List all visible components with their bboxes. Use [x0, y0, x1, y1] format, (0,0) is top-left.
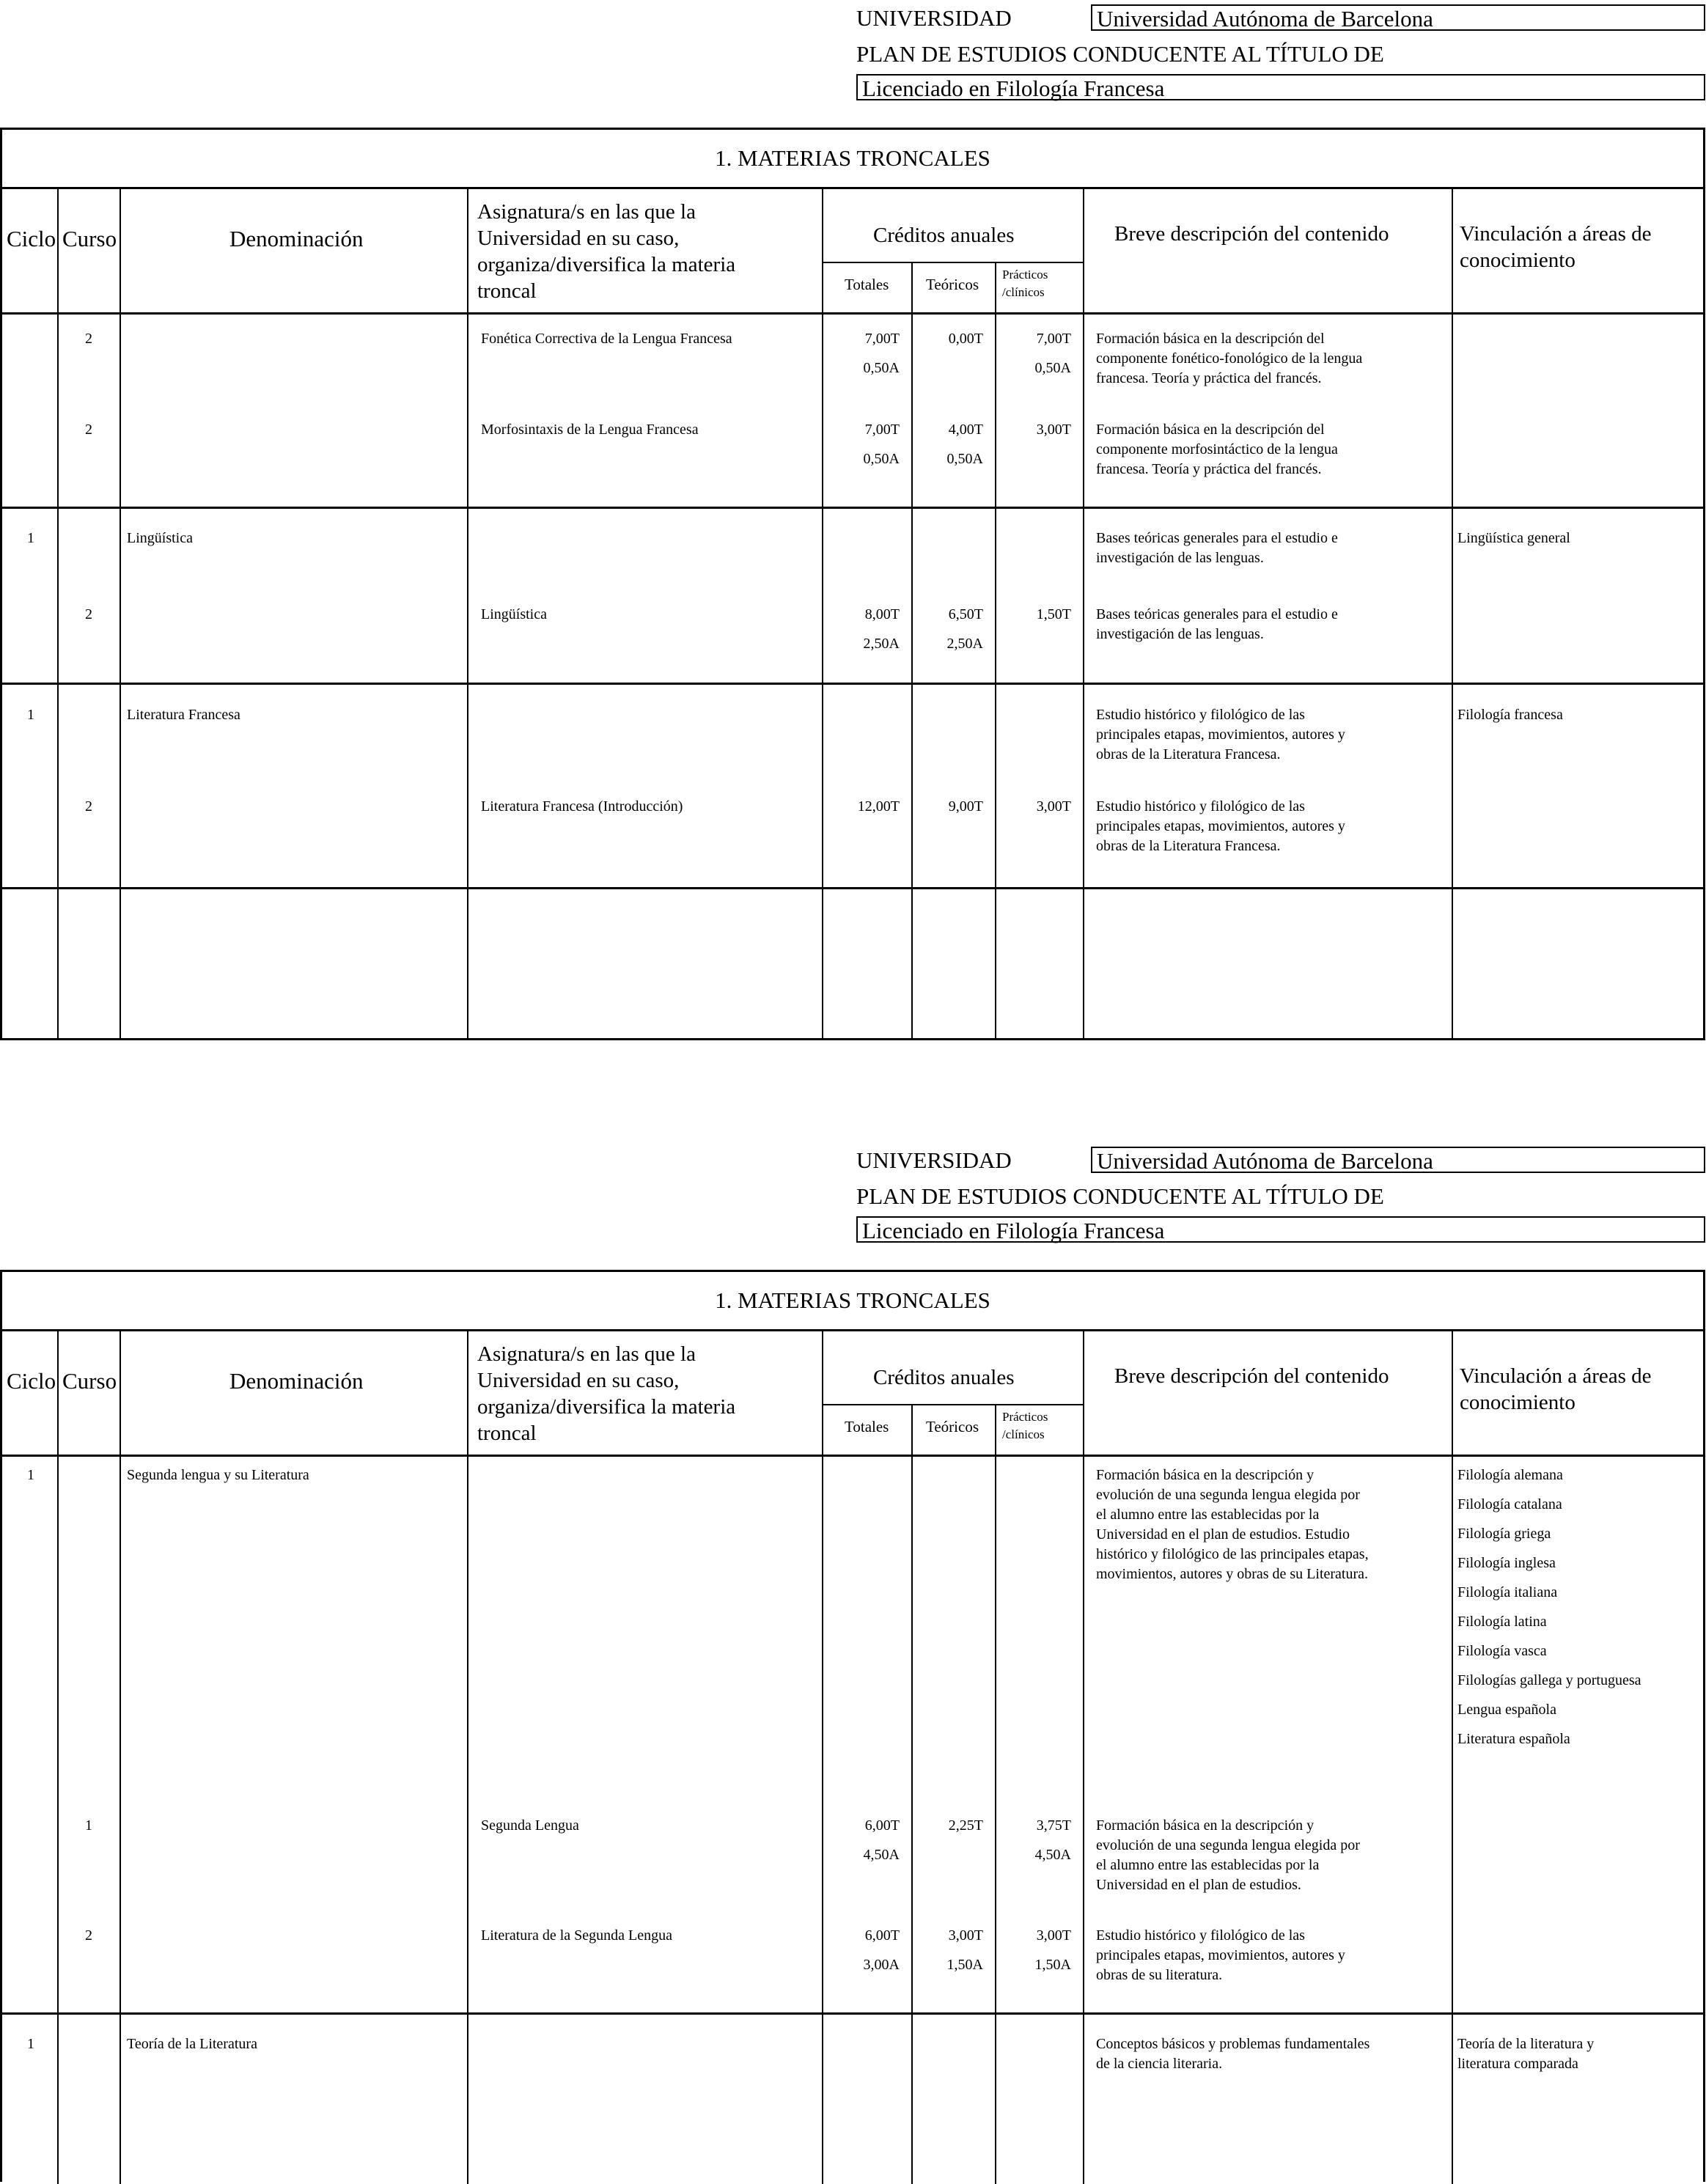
- practicos-cell: 0,50A: [1034, 360, 1071, 376]
- col-divider: [467, 1329, 468, 2184]
- col-divider: [911, 262, 913, 1040]
- descripcion-cell: Bases teóricas generales para el estudio e investigación de las lenguas.: [1096, 530, 1338, 566]
- totales-cell: 0,50A: [863, 360, 900, 376]
- curso-cell: 2: [85, 422, 92, 438]
- col-divider: [467, 187, 468, 1040]
- col-denominacion: Denominación: [229, 1368, 364, 1394]
- plan-label: PLAN DE ESTUDIOS CONDUCENTE AL TÍTULO DE: [856, 41, 1384, 67]
- row-divider: [2, 683, 1703, 685]
- practicos-cell: 1,50A: [1034, 1957, 1071, 1973]
- totales-cell: 6,00T: [864, 1927, 900, 1944]
- area-item: Filología catalana: [1457, 1496, 1562, 1512]
- col-totales: Totales: [845, 276, 889, 293]
- totales-cell: 0,50A: [863, 451, 900, 467]
- row-divider: [822, 262, 1083, 263]
- titulo-value: Licenciado en Filología Francesa: [856, 74, 1705, 100]
- curso-cell: 2: [85, 798, 92, 815]
- teoricos-cell: 0,00T: [948, 331, 983, 347]
- universidad-value: Universidad Autónoma de Barcelona: [1091, 1147, 1705, 1173]
- practicos-cell: 3,75T: [1036, 1817, 1071, 1834]
- practicos-cell: 3,00T: [1036, 422, 1071, 438]
- col-creditos: Créditos anuales: [873, 1366, 1015, 1389]
- curso-cell: 1: [85, 1817, 92, 1834]
- row-divider: [822, 1404, 1083, 1405]
- vinculacion-cell: Filología francesa: [1457, 707, 1563, 723]
- row-divider: [2, 507, 1703, 509]
- descripcion-cell: Formación básica en la descripción del componente morfosintáctico de la lengua francesa. Teoría y práctica del francés.: [1096, 422, 1338, 477]
- col-asignatura: Asignatura/s en las que la Universidad en su caso, organiza/diversifica la materia troncal: [477, 200, 736, 303]
- col-divider: [822, 1329, 823, 2184]
- col-divider: [120, 1329, 121, 2184]
- totales-cell: 7,00T: [864, 422, 900, 438]
- teoricos-cell: 1,50A: [946, 1957, 983, 1973]
- teoricos-cell: 9,00T: [948, 798, 983, 815]
- col-divider: [995, 1404, 996, 2184]
- col-ciclo: Ciclo: [7, 226, 56, 251]
- descripcion-cell: Conceptos básicos y problemas fundamentales de la ciencia literaria.: [1096, 2036, 1370, 2072]
- col-descripcion: Breve descripción del contenido: [1114, 222, 1389, 246]
- area-item: Literatura española: [1457, 1731, 1570, 1747]
- col-ciclo: Ciclo: [7, 1368, 56, 1394]
- teoricos-cell: 4,00T: [948, 422, 983, 438]
- area-item: Lengua española: [1457, 1702, 1556, 1718]
- materias-table: [0, 1270, 1705, 2182]
- col-divider: [1452, 1329, 1453, 2184]
- totales-cell: 2,50A: [863, 636, 900, 652]
- col-practicos: Prácticos /clínicos: [1002, 268, 1048, 299]
- col-divider: [1452, 187, 1453, 1040]
- descripcion-cell: Estudio histórico y filológico de las principales etapas, movimientos, autores y obras de la Literatura Francesa.: [1096, 707, 1345, 762]
- table-title: 1. MATERIAS TRONCALES: [2, 1272, 1703, 1331]
- col-curso: Curso: [62, 1368, 117, 1394]
- area-item: Filología vasca: [1457, 1643, 1547, 1659]
- descripcion-cell: Estudio histórico y filológico de las principales etapas, movimientos, autores y obras de su literatura.: [1096, 1927, 1345, 1983]
- curso-cell: 2: [85, 606, 92, 622]
- universidad-value: Universidad Autónoma de Barcelona: [1091, 4, 1705, 31]
- practicos-cell: 3,00T: [1036, 798, 1071, 815]
- teoricos-cell: 2,25T: [948, 1817, 983, 1834]
- ciclo-cell: 1: [27, 2036, 34, 2052]
- totales-cell: 7,00T: [864, 331, 900, 347]
- area-item: Filología italiana: [1457, 1584, 1558, 1600]
- row-divider: [2, 887, 1703, 889]
- col-totales: Totales: [845, 1418, 889, 1435]
- col-divider: [995, 262, 996, 1040]
- col-curso: Curso: [62, 226, 117, 251]
- descripcion-cell: Formación básica en la descripción y evolución de una segunda lengua elegida por el alumno entre las establecidas por la Universidad en el plan de estudios. Estudio histórico y filológico de las principales etapas, movimientos, autores y obras de su Literatura.: [1096, 1467, 1369, 1582]
- curso-cell: 2: [85, 331, 92, 347]
- teoricos-cell: 0,50A: [946, 451, 983, 467]
- table-title: 1. MATERIAS TRONCALES: [2, 130, 1703, 189]
- col-vinculacion: Vinculación a áreas de conocimiento: [1460, 1364, 1652, 1414]
- asignatura-cell: Morfosintaxis de la Lengua Francesa: [481, 422, 699, 438]
- col-creditos: Créditos anuales: [873, 224, 1015, 247]
- area-item: Filología latina: [1457, 1614, 1547, 1630]
- col-asignatura: Asignatura/s en las que la Universidad en su caso, organiza/diversifica la materia troncal: [477, 1342, 736, 1445]
- totales-cell: 4,50A: [863, 1847, 900, 1863]
- ciclo-cell: 1: [27, 1467, 34, 1483]
- totales-cell: 12,00T: [857, 798, 900, 815]
- denominacion-cell: Teoría de la Literatura: [127, 2036, 257, 2052]
- practicos-cell: 4,50A: [1034, 1847, 1071, 1863]
- col-denominacion: Denominación: [229, 226, 364, 251]
- vinculacion-cell: Lingüística general: [1457, 530, 1570, 546]
- col-divider: [1083, 187, 1084, 1040]
- teoricos-cell: 2,50A: [946, 636, 983, 652]
- totales-cell: 6,00T: [864, 1817, 900, 1834]
- page-2: [0, 1142, 1706, 2180]
- row-divider: [2, 1455, 1703, 1457]
- teoricos-cell: 3,00T: [948, 1927, 983, 1944]
- denominacion-cell: Lingüística: [127, 530, 193, 546]
- asignatura-cell: Literatura de la Segunda Lengua: [481, 1927, 672, 1944]
- universidad-label: UNIVERSIDAD: [856, 1147, 1012, 1173]
- descripcion-cell: Bases teóricas generales para el estudio e investigación de las lenguas.: [1096, 606, 1338, 642]
- col-divider: [822, 187, 823, 1040]
- col-divider: [911, 1404, 913, 2184]
- row-divider: [2, 312, 1703, 315]
- practicos-cell: 7,00T: [1036, 331, 1071, 347]
- universidad-label: UNIVERSIDAD: [856, 5, 1012, 31]
- col-teoricos: Teóricos: [926, 1418, 979, 1435]
- descripcion-cell: Formación básica en la descripción y evolución de una segunda lengua elegida por el alumno entre las establecidas por la Universidad en el plan de estudios.: [1096, 1817, 1360, 1893]
- col-divider: [57, 1329, 59, 2184]
- descripcion-cell: Estudio histórico y filológico de las principales etapas, movimientos, autores y obras de la Literatura Francesa.: [1096, 798, 1345, 854]
- row-divider: [2, 2012, 1703, 2015]
- plan-label: PLAN DE ESTUDIOS CONDUCENTE AL TÍTULO DE: [856, 1183, 1384, 1209]
- col-divider: [1083, 1329, 1084, 2184]
- titulo-value: Licenciado en Filología Francesa: [856, 1216, 1705, 1243]
- area-item: Filologías gallega y portuguesa: [1457, 1672, 1641, 1688]
- practicos-cell: 1,50T: [1036, 606, 1071, 622]
- col-teoricos: Teóricos: [926, 276, 979, 293]
- area-item: Filología alemana: [1457, 1467, 1563, 1483]
- denominacion-cell: Segunda lengua y su Literatura: [127, 1467, 309, 1483]
- materias-table: [0, 128, 1705, 1040]
- col-descripcion: Breve descripción del contenido: [1114, 1364, 1389, 1388]
- ciclo-cell: 1: [27, 707, 34, 723]
- vinculacion-cell: Teoría de la literatura y literatura comparada: [1457, 2036, 1595, 2072]
- asignatura-cell: Literatura Francesa (Introducción): [481, 798, 683, 815]
- teoricos-cell: 6,50T: [948, 606, 983, 622]
- area-item: Filología inglesa: [1457, 1555, 1556, 1571]
- denominacion-cell: Literatura Francesa: [127, 707, 240, 723]
- col-divider: [120, 187, 121, 1040]
- totales-cell: 3,00A: [863, 1957, 900, 1973]
- asignatura-cell: Lingüística: [481, 606, 547, 622]
- practicos-cell: 3,00T: [1036, 1927, 1071, 1944]
- area-item: Filología griega: [1457, 1526, 1551, 1542]
- descripcion-cell: Formación básica en la descripción del componente fonético-fonológico de la lengua francesa. Teoría y práctica del francés.: [1096, 331, 1363, 386]
- col-divider: [57, 187, 59, 1040]
- col-vinculacion: Vinculación a áreas de conocimiento: [1460, 222, 1652, 272]
- asignatura-cell: Segunda Lengua: [481, 1817, 579, 1834]
- curso-cell: 2: [85, 1927, 92, 1944]
- col-practicos: Prácticos /clínicos: [1002, 1410, 1048, 1441]
- page-1: [0, 0, 1706, 1041]
- asignatura-cell: Fonética Correctiva de la Lengua Francesa: [481, 331, 732, 347]
- ciclo-cell: 1: [27, 530, 34, 546]
- totales-cell: 8,00T: [864, 606, 900, 622]
